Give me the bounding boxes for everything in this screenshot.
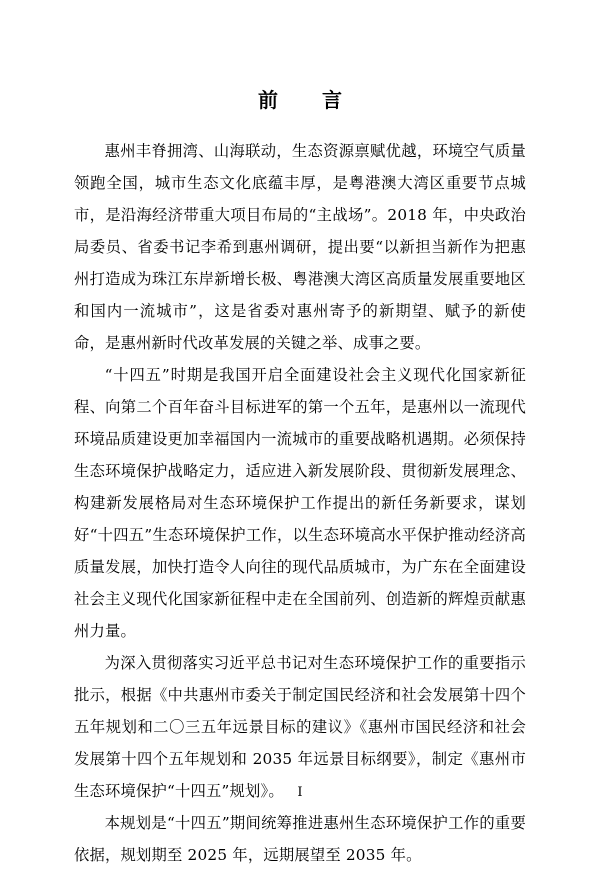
paragraph: 本规划是“十四五”期间统筹推进惠州生态环境保护工作的重要依据，规划期至 2025 年，远期展望至 2035 年。 — [74, 814, 526, 864]
document-body — [0, 135, 600, 871]
page-number: I — [297, 785, 303, 800]
paragraph: 为深入贯彻落实习近平总书记对生态环境保护工作的重要指示批示，根据《中共惠州市委关于制定国民经济和社会发展第十四个五年规划和二〇三五年远景目标的建议》《惠州市国民经济和社会发展第十四个五年规划和 2035 年远景目标纲要》，制定《惠州市生态环境保护“十四五”规划》。 — [74, 654, 526, 800]
paragraph: 惠州丰脊拥湾、山海联动，生态资源禀赋优越，环境空气质量领跑全国，城市生态文化底蕴丰厚，是粤港澳大湾区重要节点城市，是沿海经济带重大项目布局的“主战场”。2018 年，中央政治局委员、省委书记李希到惠州调研，提出要“以新担当新作为把惠州打造成为珠江东岸新增长极、粤港澳大湾区高质量发展重要地区和国内一流城市”，这是省委对惠州寄予的新期望、赋予的新使命，是惠州新时代改革发展的关键之举、成事之要。 — [74, 142, 526, 352]
page-title: 前 言 — [258, 88, 354, 112]
paragraph: “十四五”时期是我国开启全面建设社会主义现代化国家新征程、向第二个百年奋斗目标进军的第一个五年，是惠州以一流现代环境品质建设更加幸福国内一流城市的重要战略机遇期。必须保持生态环境保护战略定力，适应进入新发展阶段、贯彻新发展理念、构建新发展格局对生态环境保护工作提出的新任务新要求，谋划好“十四五”生态环境保护工作，以生态环境高水平保护推动经济高质量发展，加快打造令人向往的现代品质城市，为广东在全面建设社会主义现代化国家新征程中走在全国前列、创造新的辉煌贡献惠州力量。 — [74, 366, 526, 640]
